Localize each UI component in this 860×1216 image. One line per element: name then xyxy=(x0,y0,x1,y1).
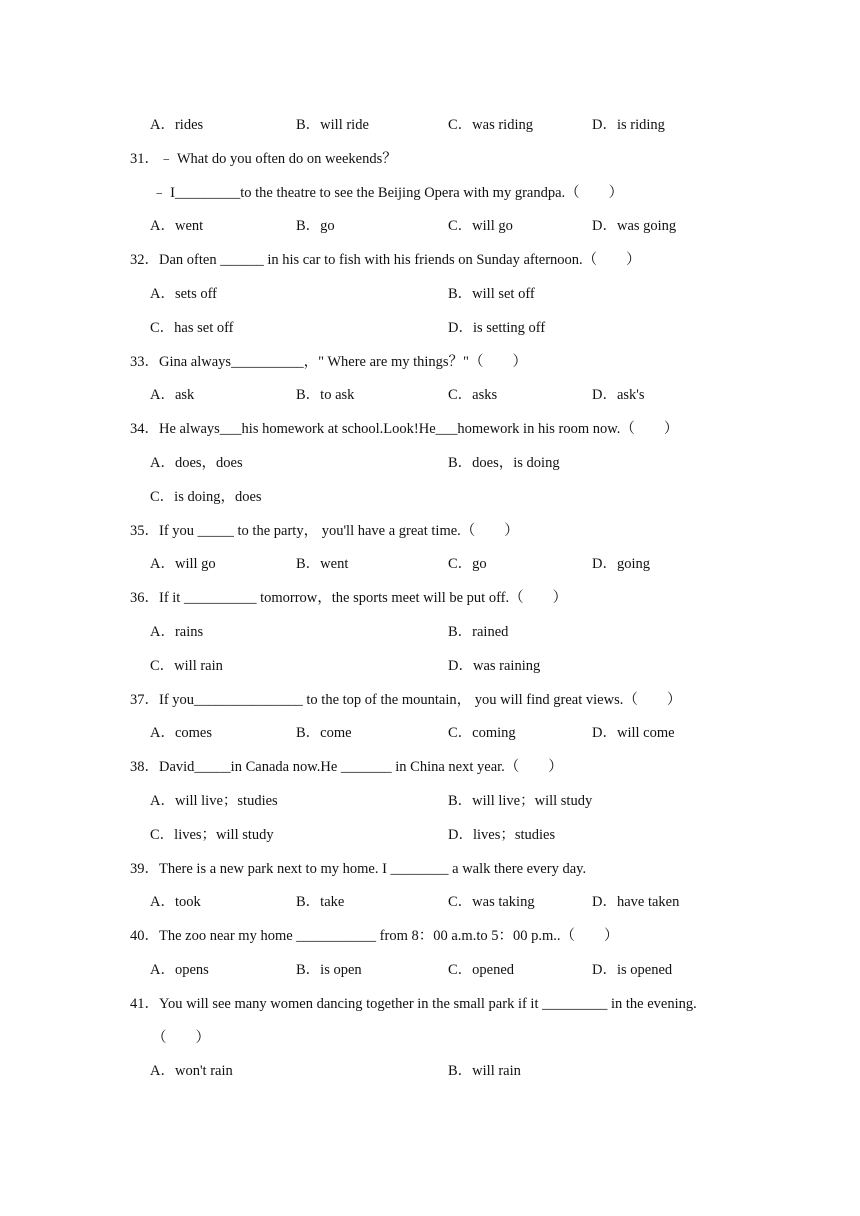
answer-option: D．have taken xyxy=(592,894,680,910)
answer-option: B．will live；will study xyxy=(448,793,593,809)
question-text: 40．The zoo near my home ___________ from 8：00 a.m.to 5：00 p.m..（ ） xyxy=(130,928,619,944)
answer-option: D．is setting off xyxy=(448,320,546,336)
question-text: 33．Gina always__________，" Where are my things？"（ ） xyxy=(130,354,527,370)
answer-option: B．take xyxy=(296,894,345,910)
answer-option: D．ask's xyxy=(592,387,645,403)
answer-option: B．went xyxy=(296,556,349,572)
answer-option: D．was raining xyxy=(448,658,541,674)
answer-option: D．was going xyxy=(592,218,677,234)
answer-option: C．opened xyxy=(448,962,515,978)
answer-option: A．ask xyxy=(150,387,195,403)
answer-option: A．took xyxy=(150,894,201,910)
question-text: 39．There is a new park next to my home. I ________ a walk there every day. xyxy=(130,861,587,877)
answer-option: C．asks xyxy=(448,387,498,403)
answer-option: A．went xyxy=(150,218,204,234)
answer-option: B．to ask xyxy=(296,387,355,403)
answer-option: C．go xyxy=(448,556,487,572)
answer-option: D．lives；studies xyxy=(448,827,556,843)
answer-option: A．rains xyxy=(150,624,204,640)
answer-option: C．has set off xyxy=(150,320,234,336)
question-text: 34．He always___his homework at school.Look!He___homework in his room now.（ ） xyxy=(130,421,679,437)
question-continuation: ﹣ I_________to the theatre to see the Beijing Opera with my grandpa.（ ） xyxy=(152,185,624,201)
answer-option: A．opens xyxy=(150,962,209,978)
answer-option: A．will go xyxy=(150,556,216,572)
answer-option: B．is open xyxy=(296,962,362,978)
answer-option: A．will live；studies xyxy=(150,793,278,809)
answer-option: B．go xyxy=(296,218,335,234)
answer-option: B．rained xyxy=(448,624,509,640)
question-text: 36．If it __________ tomorrow，the sports meet will be put off.（ ） xyxy=(130,590,568,606)
question-text: 41．You will see many women dancing together in the small park if it _________ in the evening. xyxy=(130,996,697,1012)
answer-option: D．will come xyxy=(592,725,675,741)
answer-option: C．will rain xyxy=(150,658,223,674)
answer-option: B．will ride xyxy=(296,117,369,133)
answer-option: A．comes xyxy=(150,725,213,741)
question-text: 35．If you _____ to the party， you'll have a great time.（ ） xyxy=(130,523,519,539)
answer-option: A．does，does xyxy=(150,455,243,471)
answer-option: D．going xyxy=(592,556,650,572)
answer-option: D．is riding xyxy=(592,117,665,133)
answer-option: B．will set off xyxy=(448,286,535,302)
answer-option: A．sets off xyxy=(150,286,217,302)
answer-option: B．will rain xyxy=(448,1063,521,1079)
answer-option: C．is doing，does xyxy=(150,489,262,505)
answer-option: C．lives；will study xyxy=(150,827,274,843)
answer-option: B．come xyxy=(296,725,352,741)
answer-option: D．is opened xyxy=(592,962,673,978)
question-text: 32．Dan often ______ in his car to fish with his friends on Sunday afternoon.（ ） xyxy=(130,252,641,268)
answer-option: C．coming xyxy=(448,725,516,741)
answer-option: A．won't rain xyxy=(150,1063,233,1079)
question-text: 31．﹣ What do you often do on weekends？ xyxy=(130,151,397,167)
question-text: 37．If you_______________ to the top of the mountain， you will find great views.（ ） xyxy=(130,692,682,708)
question-continuation: （ ） xyxy=(152,1030,210,1046)
answer-option: B．does，is doing xyxy=(448,455,560,471)
answer-option: A．rides xyxy=(150,117,204,133)
answer-option: C．was riding xyxy=(448,117,533,133)
question-text: 38．David_____in Canada now.He _______ in China next year.（ ） xyxy=(130,759,563,775)
answer-option: C．will go xyxy=(448,218,513,234)
answer-option: C．was taking xyxy=(448,894,535,910)
